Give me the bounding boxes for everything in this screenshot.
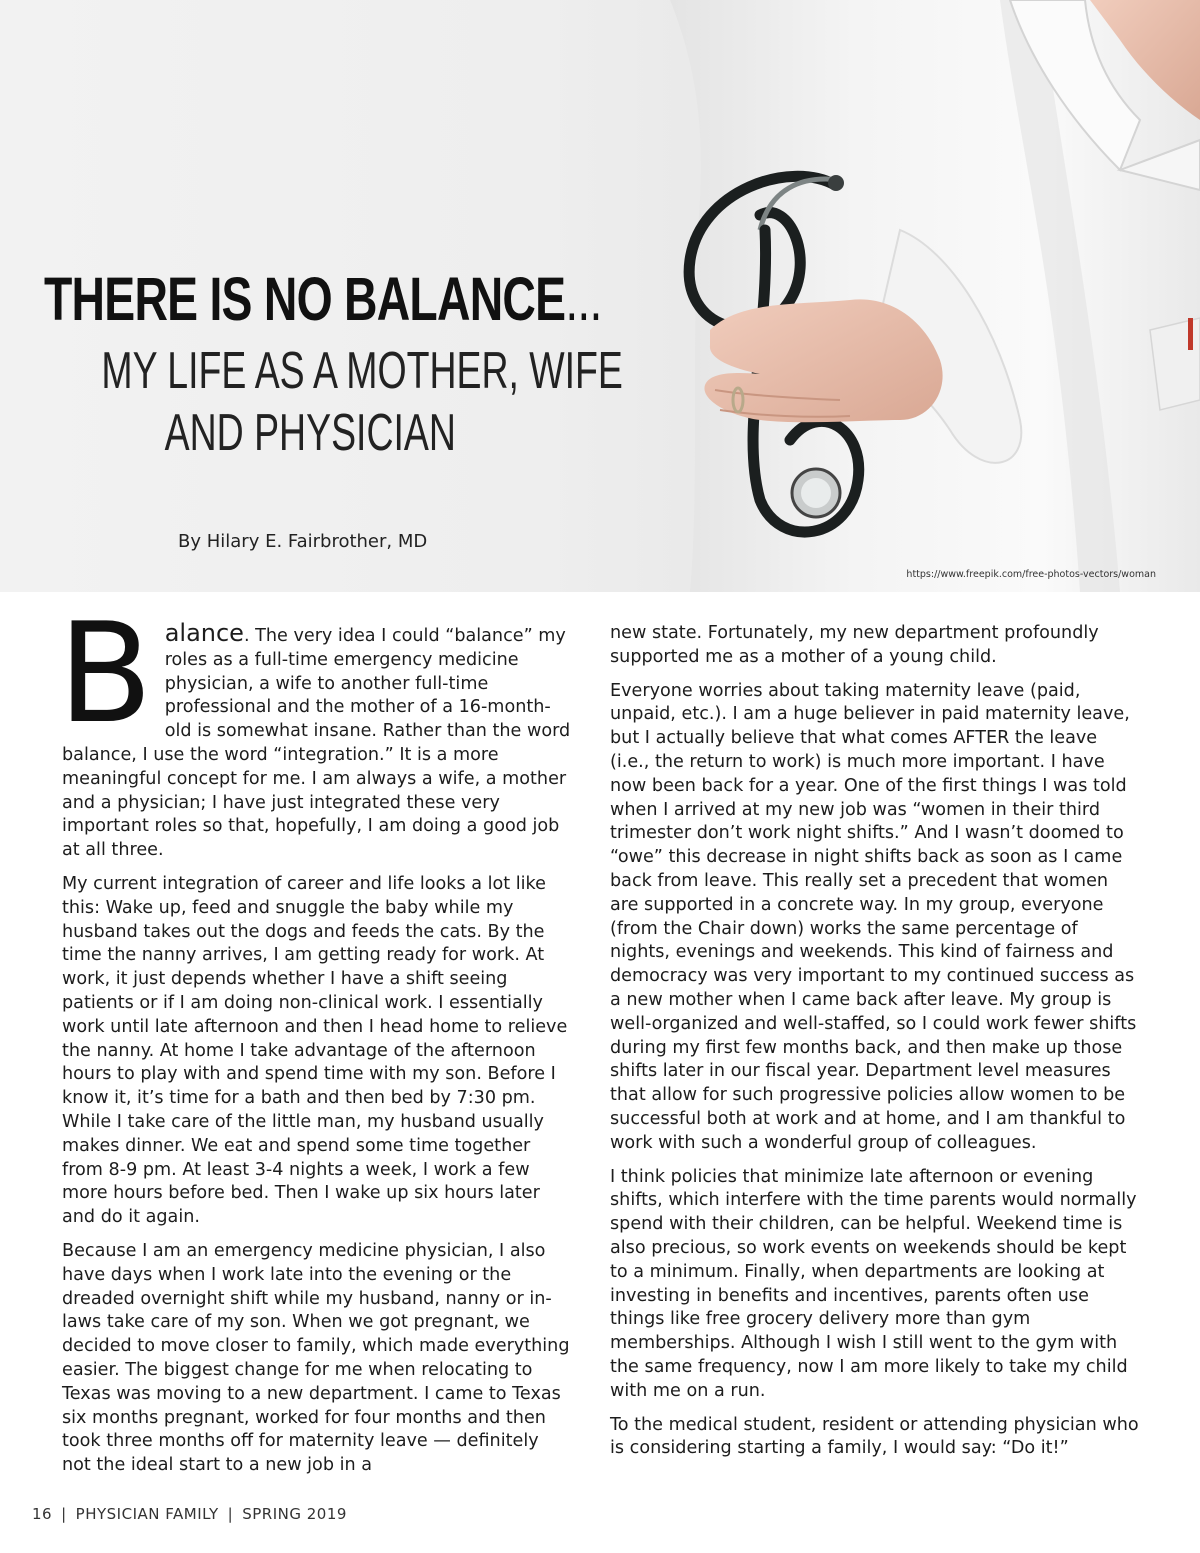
article-subtitle [0, 340, 623, 464]
article-column-left [58, 593, 572, 1488]
page-number: 16 [32, 1505, 53, 1523]
paragraph-4: new state. Fortunately, my new department profoundly supported me as a mother of a young child. [610, 623, 1099, 667]
paragraph-5: Everyone worries about taking maternity leave (paid, unpaid, etc.). I am a huge believer in paid maternity leave, but I actually believe that what comes AFTER the leave (i.e., the return to work) is much more important. I have now been back for a year. One of the first things I was told when I arrived at my new job was “women in their third trimester don’t work night shifts.” And I wasn’t doomed to “owe” this decrease in night shifts back as soon as I came back from leave. This really set a precedent that women are supported in a concrete way. In my group, everyone (from the Chair down) works the same percentage of nights, evenings and weekends. This kind of fairness and democracy was very important to my continued success as a new mother when I came back after leave. My group is well-organized and well-staffed, so I could work fewer shifts during my first few months back, and then make up those shifts later in our fiscal year. Department level measures that allow for such progressive policies allow women to be successful both at work and at home, and I am thankful to work with such a wonderful group of colleagues. [610, 680, 1137, 1153]
publication-name: PHYSICIAN FAMILY [75, 1505, 219, 1523]
paragraph-3: Because I am an emergency medicine physician, I also have days when I work late into the evening or the dreaded overnight shift while my husband, nanny or in-laws take care of my son. When we got pregnant, we decided to move closer to family, which made everything easier. The biggest change for me when relocating to Texas was moving to a new department. I came to Texas six months pregnant, worked for four months and then took three months off for maternity leave — definitely not the ideal start to a new job in a [62, 1240, 570, 1476]
title-ellipsis: ... [565, 265, 602, 333]
paragraph-1 [58, 593, 572, 863]
page-footer [32, 1505, 347, 1523]
hero-banner [0, 0, 1200, 592]
lead-word: alance [164, 619, 244, 647]
drop-cap: B [58, 593, 153, 754]
paragraph-2: My current integration of career and life looks a lot like this: Wake up, feed and snuggle the baby while my husband takes out the dogs and feeds the cats. By the time the nanny arrives, I am getting ready for work. At work, it just depends whether I have a shift seeing patients or if I am doing non-clinical work. I essentially work until late afternoon and then I head home to relieve the nanny. At home I take advantage of the afternoon hours to play with and spend time with my son. Before I know it, it’s time for a bath and then bed by 7:30 pm. While I take care of the little man, my husband usually makes dinner. We eat and spend some time together from 8-9 pm. At least 3-4 nights a week, I work a few more hours before bed. Then I wake up six hours later and do it again. [62, 873, 568, 1228]
paragraph-7: To the medical student, resident or attending physician who is considering starting a family, I would say: “Do it!” [610, 1414, 1139, 1459]
issue-label: SPRING 2019 [242, 1505, 347, 1523]
article-title: THERE IS NO BALANCE... [44, 265, 602, 333]
footer-separator: | [61, 1505, 67, 1523]
article-column-right [610, 622, 1140, 1471]
paragraph-6: I think policies that minimize late afternoon or evening shifts, which interfere with the time parents would normally spend with their children, can be helpful. Weekend time is also precious, so work events on weekends should be kept to a minimum. Finally, when departments are looking at investing in benefits and incentives, parents often use things like free grocery delivery more than gym memberships. Although I wish I still went to the gym with the same frequency, now I am more likely to take my child with me on a run. [610, 1166, 1137, 1401]
subtitle-line-1: MY LIFE AS A MOTHER, WIFE [101, 342, 623, 400]
footer-separator: | [227, 1505, 234, 1523]
photo-credit: https://www.freepik.com/free-photos-vectors/woman [906, 569, 1156, 580]
paragraph-1-text: . The very idea I could “balance” my roles as a full-time emergency medicine physician, a wife to another full-time professional and the mother of a 16-month-old is somewhat insane. Rather than the word balance, I use the word “integration.” It is a more meaningful concept for me. I am always a wife, a mother and a physician; I have just integrated these very important roles so that, hopefully, I am doing a good job at all three. [62, 626, 571, 861]
subtitle-line-2: AND PHYSICIAN [164, 404, 456, 462]
byline: By Hilary E. Fairbrother, MD [178, 531, 428, 552]
